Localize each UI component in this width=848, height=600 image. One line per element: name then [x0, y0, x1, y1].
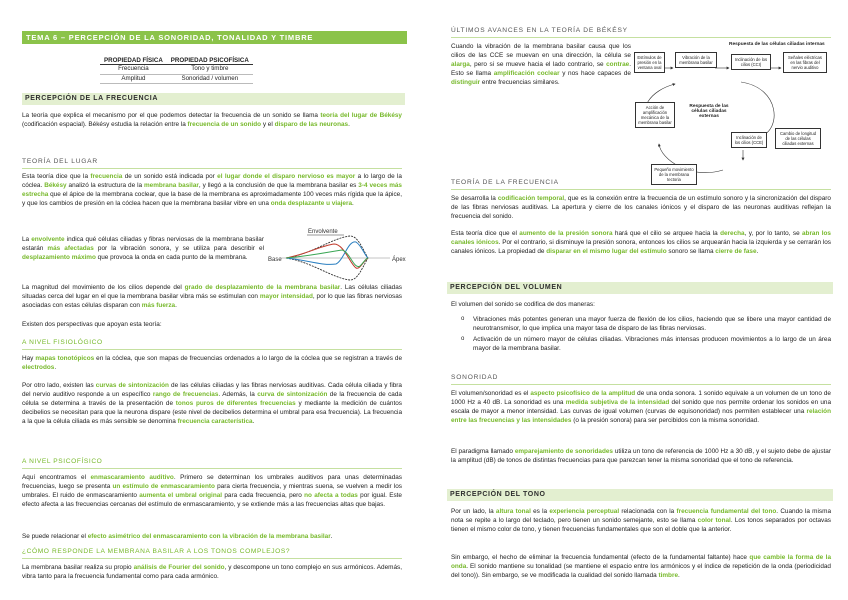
table-header-psychophysical: PROPIEDAD PSICOFÍSICA	[167, 57, 253, 65]
diagram-box: Inclinación de los cilios (CCI)	[731, 54, 771, 70]
paragraph-pitch: Por un lado, la altura tonal es la experiencia perceptual relacionada con la frecuencia fundamental del tono. Cuando la misma nota se repite a lo largo del teclado, pero tienen un sonido semejante, esto se llama color tonal. Los tonos separados por octavas tienen el mismo color de tono, y tienen frecuencias fundamentales que son el doble que la anterior.	[451, 508, 832, 533]
subheading-latest-advances: ÚLTIMOS AVANCES EN LA TEORÍA DE BÉKÉSY	[451, 26, 831, 38]
subheading-loudness: SONORIDAD	[451, 373, 831, 385]
outer-hair-cells-title: Respuesta de las células ciliadas externas	[689, 104, 729, 119]
subheading-psychophysical: A NIVEL PSICOFÍSICO	[22, 457, 402, 469]
subheading-frequency-theory: TEORÍA DE LA FRECUENCIA	[451, 178, 831, 190]
paragraph-cochlear-amplification: Cuando la vibración de la membrana basilar causa que los cilios de las CCE se muevan en una dirección, la célula se alarga, pero si se mueve hacia el lado contrario, se contrae. Esto se llama amplificación coclear y nos hace capaces de distinguir entre frecuencias similares.	[451, 43, 631, 86]
hair-cell-diagram	[631, 40, 831, 190]
paragraph-phase-locking: Esta teoría dice que el aumento de la presión sonora hará que el cilio se arquee hacia la derecha, y, por lo tanto, se abran los canales iónicos. Por el contrario, si disminuye la presión sonora, entonces los cilios se arquearán hacia la izquierda y se cerrarán los canales iónicos. La propiedad de disparar en el mismo lugar del estímulo sonoro se llama cierre de fase.	[451, 230, 831, 255]
paragraph-loudness: El volumen/sonoridad es el aspecto psicofísico de la amplitud de una onda sonora. 1 sonido equivale a un volumen de un tono de 1000 Hz a 40 dB. La sonoridad es una medida subjetiva de la intensidad del sonido que nos permite ordenar los sonidos en una escala de mayor a menor intensidad. Las curvas de igual volumen (curvas de equisonoridad) nos permiten establecer una relación entre las frecuencias y las intensidades (o la presión sonora) para ser percibidos con la misma sonoridad.	[451, 390, 831, 424]
paragraph-masking: Aquí encontramos el enmascaramiento auditivo. Primero se determinan los umbrales auditivos para unas determinadas frecuencias, luego se presenta un estímulo de enmascaramiento para cierta frecuencia, y mientras suena, se vuelven a medir los umbrales. El ruido de enmascaramiento aumenta el umbral original para cada frecuencia, pero no afecta a todas por igual. Este efecto afecta a las frecuencias cercanas del estímulo de enmascaramiento, y se extiende más a las frecuencias altas que bajas.	[22, 474, 403, 508]
diagram-box: Cambio de longitud de las células ciliadas externas	[775, 128, 821, 149]
paragraph-bekesy: La teoría que explica el mecanismo por el que podemos detectar la frecuencia de un sonido se llama teoría del lugar de Békésy (codificación espacial). Békésy estudia la relación entre la frecuencia de un sonido y el disparo de las neuronas.	[22, 112, 402, 128]
paragraph-volume-intro: El volumen del sonido se codifica de dos maneras:	[451, 301, 595, 308]
apex-label: Ápex	[392, 257, 406, 263]
base-label: Base	[268, 257, 282, 263]
paragraph-fourier: La membrana basilar realiza su propio análisis de Fourier del sonido, y descompone un tono complejo en sus armónicos. Además, vibra tanto para la frecuencia fundamental como para cada armónico.	[22, 564, 402, 580]
subheading-complex-tones: ¿CÓMO RESPONDE LA MEMBRANA BASILAR A LOS TONOS COMPLEJOS?	[22, 547, 402, 559]
diagram-box: Acción de amplificación mecánica de la membrana basilar	[635, 102, 675, 128]
paragraph-perspectives: Existen dos perspectivas que apoyan esta teoría:	[22, 321, 162, 328]
diagram-box: Inclinación de los cilios (CCE)	[731, 132, 767, 148]
envelope-label: Envolvente	[308, 229, 338, 235]
diagram-box: Señales eléctricas en las fibras del nervio auditivo	[783, 52, 827, 73]
paragraph-missing-fundamental: Sin embargo, el hecho de eliminar la frecuencia fundamental (efecto de la fundamental faltante) hace que cambie la forma de la onda. El sonido mantiene su tonalidad (se mantiene el espacio entre los armónicos y el índice de repetición de la onda (periodicidad del tono)). Sin embargo, se ve modificada la cualidad del sonido llamada timbre.	[451, 554, 831, 579]
paragraph-place-theory: Esta teoría dice que la frecuencia de un sonido está indicada por el lugar donde el disparo nervioso es mayor a lo largo de la cóclea. Békésy analizó la estructura de la membrana basilar, y llegó a la conclusión de que la membrana basilar es 3-4 veces más estrecha que el ápice de la membrana coclear, que la base de la membrana es aproximadamente 100 veces más rígida que la ápice, y que los cambios de presión en la cóclea hacen que la membrana basilar vibre en una onda desplazante u viajera.	[22, 173, 402, 207]
paragraph-cilia-magnitude: La magnitud del movimiento de los cilios depende del grado de desplazamiento de la membrana basilar. Las células ciliadas situadas cerca del lugar en el que la membrana basilar vibra más se estimulan con mayor intensidad, por lo que las fibras nerviosas asociadas con estas células disparan con más fuerza.	[22, 284, 402, 309]
paragraph-asymmetric-masking: Se puede relacionar el efecto asimétrico del enmascaramiento con la vibración de la membrana basilar.	[22, 533, 333, 540]
section-volume-heading: PERCEPCIÓN DEL VOLUMEN	[447, 282, 833, 294]
table-row: Frecuencia Tono y timbre	[100, 65, 253, 75]
paragraph-envelope: La envolvente indica qué células ciliadas y fibras nerviosas de la membrana basilar estarán más afectadas por la vibración sonora, y se utiliza para describir el desplazamiento máximo que provoca la onda en cada punto de la membrana.	[22, 236, 265, 261]
inner-hair-cells-title: Respuesta de las células ciliadas internas	[729, 42, 825, 47]
paragraph-temporal-coding: Se desarrolla la codificación temporal, que es la conexión entre la frecuencia de un estímulo sonoro y la sincronización del disparo de las fibras nerviosas auditivas. La apertura y cierre de los canales iónicos y el disparo de las neuronas auditivas reflejan la frecuencia del sonido.	[451, 195, 831, 220]
list-item: o Vibraciones más potentes generan una mayor fuerza de flexión de los cilios, haciendo que se libere una mayor cantidad de neurotransmisor, lo que implica una mayor tasa de disparo de las fibras nerviosas.	[451, 315, 831, 333]
properties-table	[100, 57, 253, 84]
table-row: Amplitud Sonoridad / volumen	[100, 74, 253, 84]
paragraph-loudness-matching: El paradigma llamado emparejamiento de sonoridades utiliza un tono de referencia de 1000 Hz a 30 dB, y el sujeto debe de ajustar la amplitud (dB) de tonos de distintas frecuencias para que parezcan tener la misma sonoridad que el tono de referencia.	[451, 448, 831, 464]
main-title: TEMA 6 – PERCEPCIÓN DE LA SONORIDAD, TONALIDAD Y TIMBRE	[22, 31, 407, 44]
envelope-figure	[268, 224, 412, 276]
list-item: o Activación de un número mayor de células ciliadas. Vibraciones más intensas producen movimientos a lo largo de un área mayor de la membrana basilar.	[451, 335, 831, 353]
subheading-place-theory: TEORÍA DEL LUGAR	[22, 157, 402, 169]
paragraph-tonotopic-maps: Hay mapas tonotópicos en la cóclea, que son mapas de frecuencias ordenados a lo largo de la cóclea que se registran a través de electrodos.	[22, 355, 403, 371]
diagram-box: Pequeño movimiento de la membrana tectoria	[651, 164, 697, 185]
section-frequency-heading: PERCEPCIÓN DE LA FRECUENCIA	[22, 93, 405, 105]
table-header-physical: PROPIEDAD FÍSICA	[100, 57, 167, 65]
diagram-box: Vibración de la membrana basilar	[675, 52, 717, 68]
paragraph-tuning-curves: Por otro lado, existen las curvas de sintonización de las células ciliadas y las fibras nerviosas auditivas. Cada célula ciliada y fibra del nervio auditivo responde a un específico rango de frecuencias. Además, la curva de sintonización de la frecuencia de cada célula se determina a través de la presentación de tonos puros de diferentes frecuencias y mediante la medición de cuántos decibelios se necesitan para que la neurona dispare (este nivel de decibelios determina el umbral para esa frecuencia). La frecuencia a la que la célula ciliada es más sensible se denomina frecuencia característica.	[22, 382, 402, 425]
section-pitch-heading: PERCEPCIÓN DEL TONO	[447, 489, 833, 501]
diagram-box: Estímulos de presión en la ventana oval	[634, 52, 665, 73]
subheading-physiological: A NIVEL FISIOLÓGICO	[22, 338, 402, 350]
